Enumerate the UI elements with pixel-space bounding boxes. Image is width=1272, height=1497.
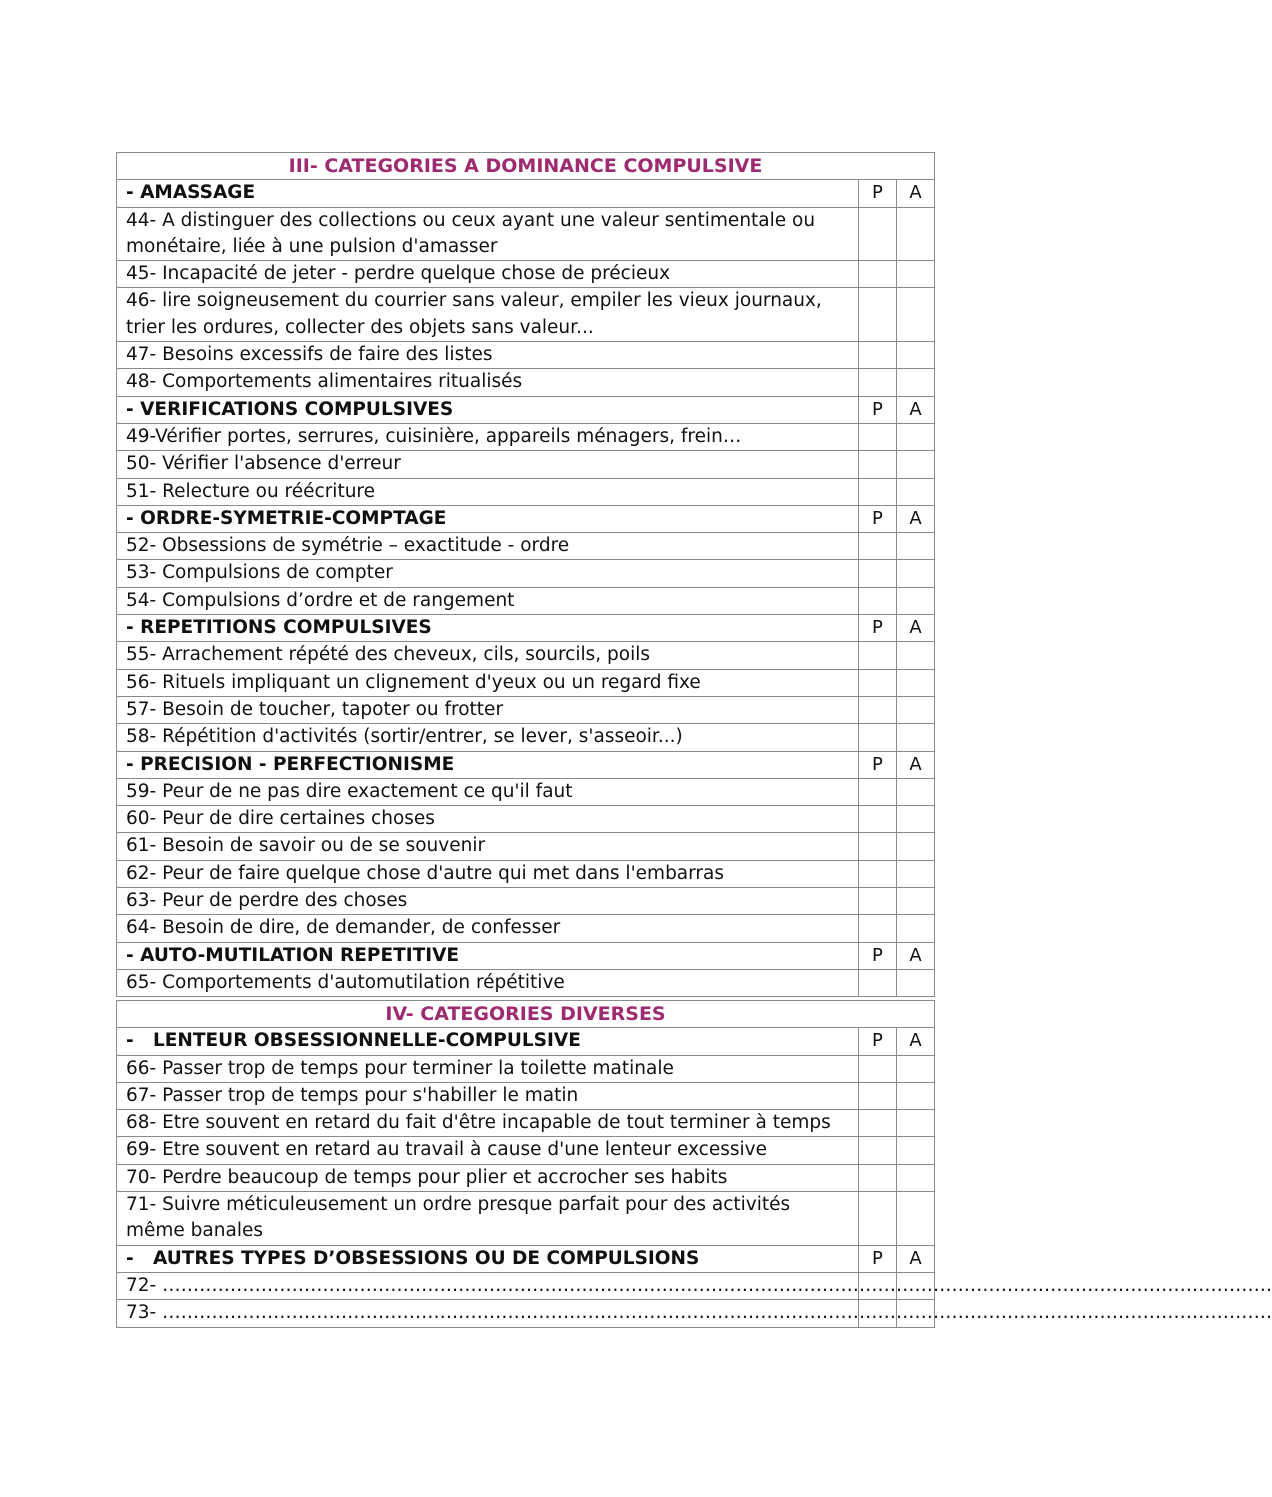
absent-checkbox-cell[interactable] <box>896 669 934 696</box>
present-checkbox-cell[interactable] <box>858 860 896 887</box>
category-header-row <box>117 396 935 423</box>
absent-checkbox-cell[interactable] <box>896 207 934 261</box>
absent-checkbox-cell[interactable] <box>896 288 934 342</box>
item-row <box>117 642 935 669</box>
column-absent-header: A <box>896 1245 934 1272</box>
item-row <box>117 1164 935 1191</box>
item-text: 66- Passer trop de temps pour terminer la toilette matinale <box>117 1055 859 1082</box>
absent-checkbox-cell[interactable] <box>896 806 934 833</box>
column-absent-header: A <box>896 1028 934 1055</box>
section-title-row <box>117 153 935 180</box>
column-present-header: P <box>858 505 896 532</box>
category-label: - REPETITIONS COMPULSIVES <box>126 617 432 639</box>
present-checkbox-cell[interactable] <box>858 669 896 696</box>
item-text: 69- Etre souvent en retard au travail à cause d'une lenteur excessive <box>117 1137 859 1164</box>
item-text: 45- Incapacité de jeter - perdre quelque chose de précieux <box>117 261 859 288</box>
item-row <box>117 806 935 833</box>
item-row <box>117 423 935 450</box>
absent-checkbox-cell[interactable] <box>896 724 934 751</box>
item-text: 60- Peur de dire certaines choses <box>117 806 859 833</box>
item-row <box>117 969 935 996</box>
column-present-header: P <box>858 396 896 423</box>
category-label: - AUTO-MUTILATION REPETITIVE <box>126 944 460 966</box>
item-text: 46- lire soigneusement du courrier sans valeur, empiler les vieux journaux, trier les ordures, collecter des objets sans valeur... <box>117 288 859 342</box>
present-checkbox-cell[interactable] <box>858 696 896 723</box>
absent-checkbox-cell[interactable] <box>896 587 934 614</box>
item-row <box>117 288 935 342</box>
present-checkbox-cell[interactable] <box>858 533 896 560</box>
item-text: 47- Besoins excessifs de faire des listes <box>117 342 859 369</box>
item-row <box>117 1055 935 1082</box>
item-text: 50- Vérifier l'absence d'erreur <box>117 451 859 478</box>
item-text: 57- Besoin de toucher, tapoter ou frotter <box>117 696 859 723</box>
item-row <box>117 669 935 696</box>
present-checkbox-cell[interactable] <box>858 369 896 396</box>
present-checkbox-cell[interactable] <box>858 423 896 450</box>
present-checkbox-cell[interactable] <box>858 969 896 996</box>
section-title: IV- CATEGORIES DIVERSES <box>117 1001 935 1028</box>
item-text: 56- Rituels impliquant un clignement d'yeux ou un regard fixe <box>117 669 859 696</box>
present-checkbox-cell[interactable] <box>858 642 896 669</box>
category-label: - PRECISION - PERFECTIONISME <box>126 753 455 775</box>
present-checkbox-cell[interactable] <box>858 587 896 614</box>
present-checkbox-cell[interactable] <box>858 1192 896 1246</box>
column-present-header: P <box>858 942 896 969</box>
item-text: 67- Passer trop de temps pour s'habiller le matin <box>117 1082 859 1109</box>
category-header <box>117 505 859 532</box>
item-row <box>117 261 935 288</box>
column-present-header: P <box>858 751 896 778</box>
item-text: 64- Besoin de dire, de demander, de confesser <box>117 915 859 942</box>
category-header-row <box>117 615 935 642</box>
category-label: - ORDRE-SYMETRIE-COMPTAGE <box>126 507 447 529</box>
present-checkbox-cell[interactable] <box>858 451 896 478</box>
present-checkbox-cell[interactable] <box>858 888 896 915</box>
category-header-row <box>117 180 935 207</box>
item-text: 55- Arrachement répété des cheveux, cils, sourcils, poils <box>117 642 859 669</box>
section3-table <box>116 152 935 997</box>
category-header <box>117 396 859 423</box>
item-row <box>117 369 935 396</box>
absent-checkbox-cell[interactable] <box>896 1192 934 1246</box>
item-text: 65- Comportements d'automutilation répétitive <box>117 969 859 996</box>
present-checkbox-cell[interactable] <box>858 915 896 942</box>
item-row <box>117 451 935 478</box>
absent-checkbox-cell[interactable] <box>896 533 934 560</box>
category-header <box>117 942 859 969</box>
absent-checkbox-cell[interactable] <box>896 778 934 805</box>
absent-checkbox-cell[interactable] <box>896 642 934 669</box>
absent-checkbox-cell[interactable] <box>896 1110 934 1137</box>
column-absent-header: A <box>896 505 934 532</box>
item-text: 62- Peur de faire quelque chose d'autre qui met dans l'embarras <box>117 860 859 887</box>
column-present-header: P <box>858 180 896 207</box>
category-header <box>117 1245 859 1272</box>
absent-checkbox-cell[interactable] <box>896 969 934 996</box>
absent-checkbox-cell[interactable] <box>896 915 934 942</box>
item-row <box>117 1300 935 1327</box>
item-text: 52- Obsessions de symétrie – exactitude - ordre <box>117 533 859 560</box>
present-checkbox-cell[interactable] <box>858 1164 896 1191</box>
item-text: 59- Peur de ne pas dire exactement ce qu'il faut <box>117 778 859 805</box>
column-absent-header: A <box>896 942 934 969</box>
present-checkbox-cell[interactable] <box>858 288 896 342</box>
item-row <box>117 915 935 942</box>
item-row <box>117 560 935 587</box>
item-row <box>117 1272 935 1299</box>
category-header <box>117 615 859 642</box>
present-checkbox-cell[interactable] <box>858 1137 896 1164</box>
absent-checkbox-cell[interactable] <box>896 560 934 587</box>
present-checkbox-cell[interactable] <box>858 342 896 369</box>
present-checkbox-cell[interactable] <box>858 207 896 261</box>
column-present-header: P <box>858 1245 896 1272</box>
item-row <box>117 1192 935 1246</box>
section-title: III- CATEGORIES A DOMINANCE COMPULSIVE <box>117 153 935 180</box>
present-checkbox-cell[interactable] <box>858 806 896 833</box>
item-text: 63- Peur de perdre des choses <box>117 888 859 915</box>
item-row <box>117 696 935 723</box>
item-text: 49-Vérifier portes, serrures, cuisinière, appareils ménagers, frein… <box>117 423 859 450</box>
item-text: 70- Perdre beaucoup de temps pour plier et accrocher ses habits <box>117 1164 859 1191</box>
absent-checkbox-cell[interactable] <box>896 261 934 288</box>
item-row <box>117 778 935 805</box>
category-header-row <box>117 751 935 778</box>
present-checkbox-cell[interactable] <box>858 261 896 288</box>
item-row <box>117 833 935 860</box>
item-text: 54- Compulsions d’ordre et de rangement <box>117 587 859 614</box>
absent-checkbox-cell[interactable] <box>896 423 934 450</box>
present-checkbox-cell[interactable] <box>858 560 896 587</box>
item-row <box>117 207 935 261</box>
absent-checkbox-cell[interactable] <box>896 369 934 396</box>
absent-checkbox-cell[interactable] <box>896 1137 934 1164</box>
item-row <box>117 724 935 751</box>
item-text: 53- Compulsions de compter <box>117 560 859 587</box>
item-row <box>117 342 935 369</box>
absent-checkbox-cell[interactable] <box>896 1082 934 1109</box>
item-text: 73- ……………………………………………………………………………………………………………………………………………………………… <box>117 1300 859 1327</box>
category-header-row <box>117 505 935 532</box>
category-header <box>117 1028 859 1055</box>
item-text: 71- Suivre méticuleusement un ordre presque parfait pour des activités même banales <box>117 1192 859 1246</box>
present-checkbox-cell[interactable] <box>858 1110 896 1137</box>
category-label: - VERIFICATIONS COMPULSIVES <box>126 398 454 420</box>
item-row <box>117 1137 935 1164</box>
present-checkbox-cell[interactable] <box>858 478 896 505</box>
present-checkbox-cell[interactable] <box>858 833 896 860</box>
section4-table <box>116 1000 1272 1328</box>
category-header <box>117 751 859 778</box>
column-present-header: P <box>858 615 896 642</box>
item-row <box>117 1082 935 1109</box>
category-label: - AUTRES TYPES D’OBSESSIONS OU DE COMPULSIONS <box>126 1247 700 1269</box>
absent-checkbox-cell[interactable] <box>896 696 934 723</box>
present-checkbox-cell[interactable] <box>858 724 896 751</box>
column-present-header: P <box>858 1028 896 1055</box>
present-checkbox-cell[interactable] <box>858 778 896 805</box>
item-text: 48- Comportements alimentaires ritualisés <box>117 369 859 396</box>
present-checkbox-cell[interactable] <box>858 1082 896 1109</box>
item-row <box>117 533 935 560</box>
present-checkbox-cell[interactable] <box>858 1055 896 1082</box>
category-header <box>117 180 859 207</box>
absent-checkbox-cell[interactable] <box>896 1055 934 1082</box>
column-absent-header: A <box>896 396 934 423</box>
absent-checkbox-cell[interactable] <box>896 342 934 369</box>
category-header-row <box>117 942 935 969</box>
item-text: 61- Besoin de savoir ou de se souvenir <box>117 833 859 860</box>
absent-checkbox-cell[interactable] <box>896 1164 934 1191</box>
category-label: - AMASSAGE <box>126 182 256 204</box>
absent-checkbox-cell[interactable] <box>896 888 934 915</box>
absent-checkbox-cell[interactable] <box>896 451 934 478</box>
item-row <box>117 860 935 887</box>
category-header-row <box>117 1028 935 1055</box>
section-title-row <box>117 1001 935 1028</box>
absent-checkbox-cell[interactable] <box>896 478 934 505</box>
column-absent-header: A <box>896 751 934 778</box>
item-row <box>117 478 935 505</box>
absent-checkbox-cell[interactable] <box>896 833 934 860</box>
item-row <box>117 1110 935 1137</box>
item-text: 68- Etre souvent en retard du fait d'être incapable de tout terminer à temps <box>117 1110 859 1137</box>
column-absent-header: A <box>896 615 934 642</box>
item-text: 44- A distinguer des collections ou ceux ayant une valeur sentimentale ou monétaire, liée à une pulsion d'amasser <box>117 207 859 261</box>
item-text: 58- Répétition d'activités (sortir/entrer, se lever, s'asseoir...) <box>117 724 859 751</box>
item-row <box>117 888 935 915</box>
item-text: 72- ……………………………………………………………………………………………………………………………………………………………… <box>117 1272 859 1299</box>
category-label: - LENTEUR OBSESSIONNELLE-COMPULSIVE <box>126 1030 581 1052</box>
category-header-row <box>117 1245 935 1272</box>
item-text: 51- Relecture ou réécriture <box>117 478 859 505</box>
item-row <box>117 587 935 614</box>
absent-checkbox-cell[interactable] <box>896 860 934 887</box>
column-absent-header: A <box>896 180 934 207</box>
